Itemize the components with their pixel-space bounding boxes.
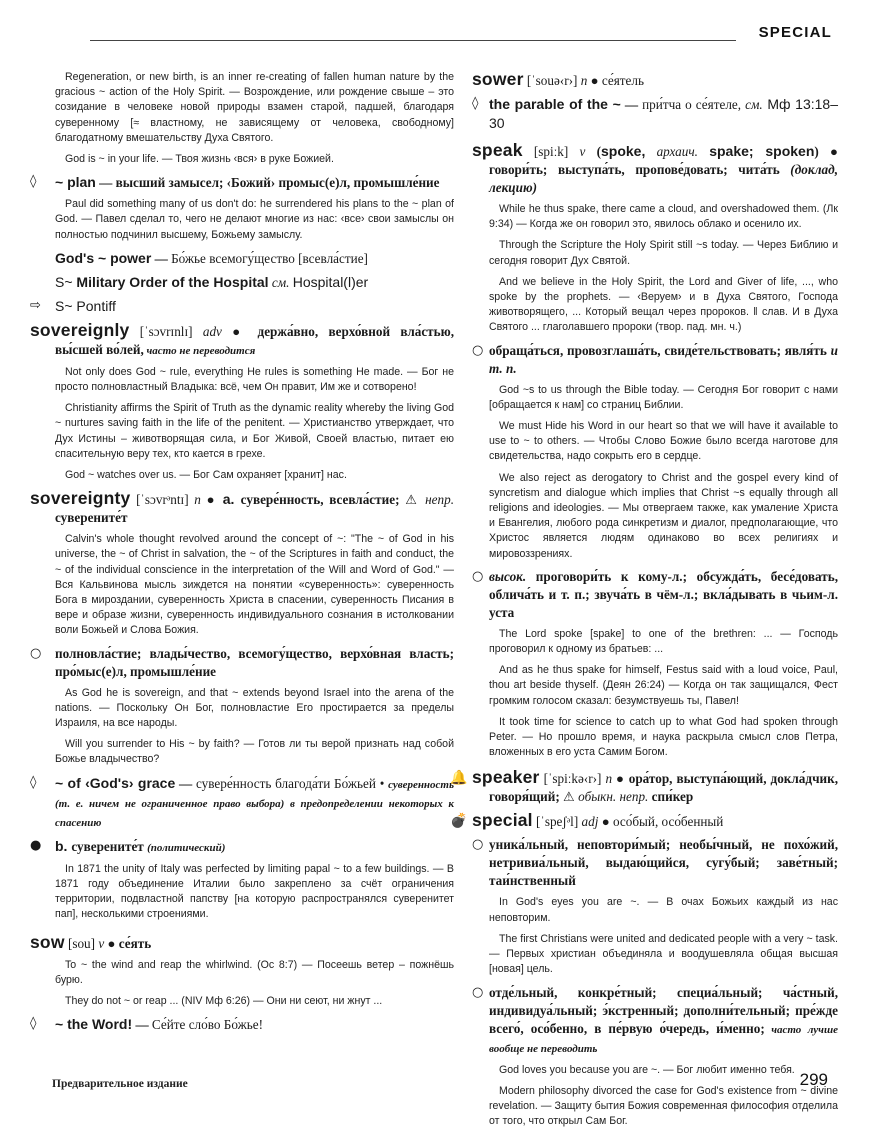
- circle-icon: ○: [472, 568, 484, 584]
- example: Will you surrender to His ~ by faith? — Готов ли ты верой признать над собой Божье владычество?: [55, 738, 454, 766]
- example: And we believe in the Holy Spirit, the Lord and Giver of life, ..., who spoke by the prophets. — ‹Веруем› и в Духа Святого, Господа животворящего, ... Который вещал через пророков. ‖ слав. И в Духа Святого ... глаголавшего пророки (твор. пад. мн. ч.): [489, 275, 838, 334]
- part-of-speech: n: [580, 73, 588, 88]
- example: It took time for science to catch up to what God had spoken through Peter. — Но прошло время, и наука раскрыла смысл слов Петра, вложенных в его уста Самим Богом.: [489, 715, 838, 759]
- running-head-word: SPECIAL: [758, 24, 832, 41]
- example: We also reject as derogatory to Christ and the gospel every kind of syncretism and dialogue which implies that Christ ~s equally through all religions and ideologies. — Мы отвергаем также, как умаление Христа и Евангелия, любого рода синкретизм и диалог, предполагающие, что Христос является людям одинаково во всех религиях и мировоззрениях.: [489, 471, 838, 560]
- headword: speak: [472, 140, 523, 160]
- translation: суверените́т: [55, 510, 128, 526]
- entry-sovereignly: [30, 321, 454, 360]
- cross-reference-link[interactable]: Мф 13:18–30: [489, 96, 839, 131]
- sense-b: [30, 837, 454, 857]
- translation: говори́ть; выступа́ть, пропове́довать; чита́ть: [489, 162, 780, 177]
- part-of-speech: adv: [202, 323, 222, 339]
- diamond-icon: ◊: [30, 174, 37, 190]
- example: Christianity affirms the Spirit of Truth as the dynamic reality whereby the living God ~ nurtures saving faith in the life of the penitent. — Христианство утверждает, что Дух Истины – животворящая сила, и Бог Живой, Своей властью, питает ею спасительную веру тех, кто кается в грехе.: [55, 402, 454, 460]
- translation: се́ять: [118, 935, 152, 951]
- example: Modern philosophy divorced the case for God's existence from ~ divine revelation. — Защиту бытия Божия современная философия отделила от того, что открыл Сам Бог.: [489, 1084, 838, 1128]
- circle-icon: ○: [472, 984, 484, 1000]
- pronunciation: [ˈsɔvrᵊntɪ]: [130, 492, 195, 508]
- usage-note: часто лучше вообще не переводить: [489, 1023, 838, 1055]
- example: God ~s to us through the Bible today. — Сегодня Бог говорит с нами [обращается к нам] со страниц Библии.: [489, 383, 838, 411]
- usage-note: суверенность (т. е. ничем не ограниченное право выбора) в предопределении некоторых к спасению: [55, 778, 455, 829]
- translation: сувере́нность, всевла́стие;: [240, 492, 406, 508]
- bullet-icon: ●: [587, 73, 602, 88]
- bullet-icon: ●: [598, 814, 613, 830]
- bullet-icon: ●: [104, 935, 119, 951]
- register-label: высок.: [489, 568, 527, 584]
- entry-sovereignty: [30, 489, 454, 527]
- headword: sovereignty: [30, 488, 131, 509]
- entry-speak: speak [spiːk] v (spoke, архаич. spake; spoken) ● говори́ть; выступа́ть, пропове́довать; чита́ть (доклад, лекцию): [472, 140, 839, 195]
- phrase: God's ~ power: [55, 249, 152, 266]
- verb-form: spake; spoken: [709, 143, 815, 159]
- phrase: ~ of ‹God's› grace: [55, 774, 176, 791]
- diamond-icon: ◊: [30, 1016, 37, 1032]
- sub-sense: [472, 568, 838, 622]
- part-of-speech: adj: [581, 814, 599, 830]
- example: Not only does God ~ rule, everything He rules is something He made. — Бог не просто полновластный Владыка: всё, чем Он правит, Им же и сотворено!: [55, 365, 454, 394]
- example: They do not ~ or reap ... (NIV Мф 6:26) — Они ни сеют, ни жнут ...: [65, 994, 383, 1007]
- phrase-gods-power: God's ~ power — Бо́жье всемогу́щество [всевла́стие]: [55, 249, 368, 266]
- diamond-icon: ◊: [472, 96, 479, 111]
- diamond-icon: ◊: [30, 774, 37, 790]
- circle-icon: ○: [472, 342, 484, 358]
- warning-label: непр.: [419, 492, 455, 508]
- bullet-icon: ●: [30, 837, 42, 853]
- sense-label: b.: [55, 837, 72, 854]
- cross-reference-link[interactable]: S~ Pontiff: [55, 297, 116, 314]
- example: We must Hide his Word in our heart so that we will have it available to use to ~ to others. — Чтобы Слово Божие было всегда наготове для свидетельства, надо сокрыть его в сердце.: [489, 420, 838, 463]
- pronunciation: [ˈsouə‹r›]: [523, 73, 581, 88]
- usage-note: (политический): [147, 841, 226, 854]
- translation: Се́йте сло́во Бо́жье!: [151, 1017, 263, 1033]
- example: Paul did something many of us don't do: he surrendered his plans to the ~ plan of God. — Павел сделал то, чего не делают многие из нас: ‹все› свои замыслы он полностью подчинил высшему, Божьему замыслу.: [55, 198, 454, 241]
- cross-reference-link[interactable]: Hospital(l)er: [292, 273, 369, 290]
- example: As God he is sovereign, and that ~ extends beyond Israel into the arena of the nations. — Поскольку Он Бог, полновластие Его простирается за пределы Израиля, на все народы.: [55, 686, 454, 730]
- warning-icon: ⚠: [563, 789, 575, 805]
- example: Calvin's whole thought revolved around the concept of ~: "The ~ of God in his universe, the ~ of Christ in salvation, the ~ of the Scriptures in faith and conduct, the ~ of the individual conscience in the interpretation of the Will and Word of God." — Вся Кальвинова мысль зиждется на понятии «суверенность»: суверенность Бога в мироздании, суверенность Христа в спасении, суверенность Писания в вере и образе жизни, суверенность индивидуального сознания в истолковании воли Божьей и Слова Божия.: [55, 533, 454, 637]
- translation: уника́льный, неповтори́мый; необы́чный, не похо́жий, нетривиа́льный, выдаю́щийся, сугу́бый; заве́тный; таи́нственный: [489, 837, 838, 889]
- verb-form: spoke,: [601, 143, 646, 159]
- example: To ~ the wind and reap the whirlwind. (Ос 8:7) — Посеешь ветер – пожнёшь бурю.: [55, 958, 454, 986]
- headword: sovereignly: [30, 319, 130, 340]
- entry-sower: [472, 70, 838, 90]
- example: Regeneration, or new birth, is an inner re-creating of fallen human nature by the gracious ~ action of the Holy Spirit. — Возрождение, или рождение свыше – это созидание в человеке новой природы взамен старой, падшей, благодаря суверенному [≈ властному, не зависящему от человека, свободному] благодатному вмешательству Духа Святого.: [55, 71, 454, 144]
- edition-label: Предварительное издание: [52, 1078, 188, 1090]
- pronunciation: [ˈspiːkə‹r›]: [539, 771, 606, 787]
- archaic-label: архаич.: [645, 144, 710, 159]
- arrow-right-icon: ⇨: [30, 297, 41, 313]
- translation: спи́кер: [651, 789, 694, 805]
- example: In God's eyes you are ~. — В очах Божьих каждый из нас неповторим.: [489, 896, 838, 924]
- translation: держа́вно, верхо́вной вла́стью, вы́сшей во́лей,: [55, 323, 454, 357]
- entry-special: [450, 810, 838, 831]
- example: God ~ watches over us. — Бог Сам охраняет [хранит] нас.: [65, 469, 347, 482]
- part-of-speech: v: [579, 144, 586, 159]
- part-of-speech: n: [605, 771, 613, 787]
- usage-note: часто не переводится: [143, 344, 256, 357]
- example: The first Christians were united and dedicated people with a very ~ task. — Первых христиан объединяла и воодушевляла общая высшая [новая] цель.: [489, 932, 838, 976]
- pronunciation: [spiːk]: [522, 144, 580, 159]
- phrase: ~ plan: [55, 174, 96, 191]
- translation: обраща́ться, провозглаша́ть, свиде́тельствовать; явля́ть: [489, 342, 827, 358]
- translation: ора́тор, выступа́ющий, докла́дчик, говоря́щий;: [489, 771, 838, 805]
- bell-icon: 🔔: [450, 770, 468, 787]
- entry-speaker: [450, 767, 838, 806]
- part-of-speech: n: [194, 492, 201, 508]
- part-of-speech: v: [98, 935, 105, 951]
- phrase-parable: ◊ the parable of the ~ — при́тча о се́ятеле, см. Мф 13:18–30: [472, 96, 839, 131]
- circle-icon: ○: [30, 645, 42, 661]
- headword: sower: [472, 69, 524, 89]
- bullet-icon: ●: [200, 492, 223, 508]
- page-number: 299: [799, 1070, 828, 1089]
- translation: при́тча о се́ятеле,: [642, 97, 746, 112]
- phrase-sow-the-word: ◊ ~ the Word! — Се́йте сло́во Бо́жье!: [30, 1016, 263, 1033]
- bullet-icon: ●: [612, 771, 629, 787]
- phrase: Military Order of the Hospital: [76, 273, 269, 290]
- bomb-icon: 💣: [450, 813, 468, 830]
- translation: Бо́жье всемогу́щество [всевла́стие]: [171, 250, 368, 266]
- translation: высший замысел; ‹Божий› промыс(е)л, промышле́ние: [115, 175, 440, 191]
- translation: сувере́нность благода́ти Бо́жьей: [195, 775, 376, 791]
- sub-sense: [30, 645, 454, 681]
- phrase-plan: ◊ ~ plan — высший замысел; ‹Божий› промыс(е)л, промышле́ние: [30, 174, 440, 191]
- headword: sow: [30, 931, 65, 952]
- pronunciation: [ˈspeʃᵊl]: [532, 814, 582, 830]
- headword: speaker: [472, 767, 540, 788]
- bullet-icon: ●: [818, 144, 839, 159]
- warning-label: обыкн. непр.: [574, 789, 652, 805]
- sense-label: a.: [222, 491, 241, 508]
- sub-sense: [472, 342, 838, 378]
- running-head: [90, 22, 832, 44]
- example: The Lord spoke [spake] to one of the brethren: ... — Господь проговорил к одному из братьев: ...: [489, 627, 838, 656]
- example: And as he thus spake for himself, Festus said with a loud voice, Paul, thou art beside thyself. (Деян 26:24) — Когда он так защищался, Фест громким голосом сказал: безумствуешь ты, Павел!: [489, 664, 838, 707]
- left-column: [30, 70, 454, 1039]
- phrase-grace: ◊ ~ of ‹God's› grace — сувере́нность благода́ти Бо́жьей • суверенность (т. е. ничем не ограниченное право выбора) в предопределении некоторых к спасению: [30, 774, 455, 829]
- translation: се́ятель: [601, 73, 645, 88]
- example: While he thus spake, there came a cloud, and overshadowed them. (Лк 9:34) — Когда же он говорил это, явилось облако и осенило их.: [489, 203, 838, 231]
- translation: суверените́т: [71, 838, 148, 854]
- example: God loves you because you are ~. — Бог любит именно тебя.: [499, 1063, 795, 1076]
- entry-sow: [30, 933, 454, 953]
- example: In 1871 the unity of Italy was perfected by limiting papal ~ to a few buildings. — В 1871 году объединение Италии было закреплено за счёт ограничения территории, подвластной папству [на которую распространялся суверенитет пап], несколькими строениями.: [55, 862, 454, 921]
- example: God is ~ in your life. — Твоя жизнь ‹вся› в руке Божией.: [65, 153, 334, 166]
- translation: отде́льный, конкре́тный; специа́льный; ча́стный, индивидуа́льный; э́кстренный; дополни́тельный; пре́жде всего́, осо́бенно, в пе́рвую о́чередь, и́менно;: [489, 984, 838, 1036]
- circle-icon: ○: [472, 837, 484, 853]
- warning-icon: ⚠: [405, 492, 420, 508]
- translation: осо́бый, осо́бенный: [612, 814, 724, 830]
- example: Through the Scripture the Holy Spirit still ~s today. — Через Библию и сегодня говорит Дух Святой.: [489, 239, 838, 267]
- usage-note: (доклад, лекцию): [489, 162, 838, 195]
- headword: special: [472, 810, 533, 831]
- phrase: the parable of the ~: [489, 96, 621, 112]
- sub-sense: [472, 984, 838, 1058]
- translation: полновла́стие; влады́чество, всемогу́щество, верхо́вная власть; про́мыс(е)л, промышле́ние: [55, 645, 454, 679]
- right-column: [450, 69, 839, 1135]
- header-rule: [90, 40, 736, 41]
- phrase-pontiff: [30, 297, 454, 316]
- usage-note: и т. п.: [489, 342, 838, 376]
- sub-sense: [472, 836, 838, 890]
- phrase-military-order: S~ Military Order of the Hospital см. Hospital(l)er: [55, 273, 369, 290]
- pronunciation: [ˈsɔvrɪnlɪ]: [129, 323, 203, 339]
- phrase: ~ the Word!: [55, 1016, 133, 1033]
- bullet-icon: ●: [221, 323, 258, 339]
- translation: проговори́ть к кому-л.; обсужда́ть, бесе́довать, облича́ть и т. п.; звуча́ть в чём-л.; вкла́дывать в чьим-л. уста: [489, 568, 838, 620]
- pronunciation: [sou]: [64, 935, 99, 951]
